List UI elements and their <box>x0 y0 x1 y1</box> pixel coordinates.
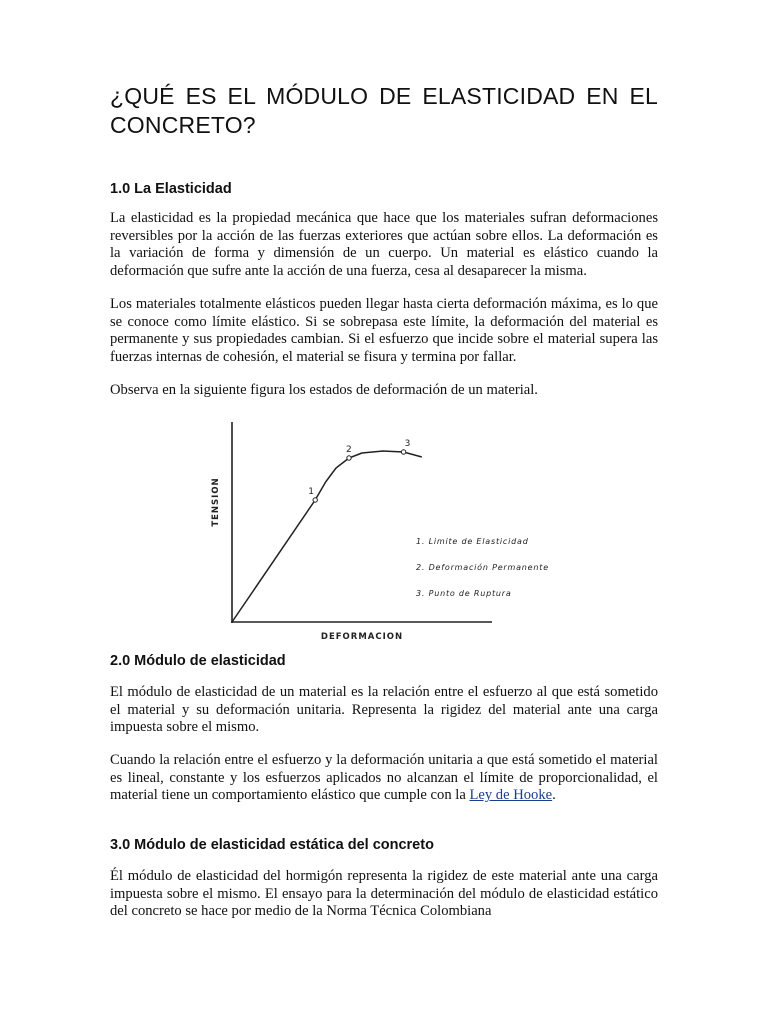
x-axis-label: DEFORMACION <box>320 632 404 642</box>
paragraph-hooke <box>110 752 658 805</box>
paragraph-hooke-end: . <box>552 787 556 804</box>
series-line-stress-strain <box>232 451 422 622</box>
paragraph-hooke-text: Cuando la relación entre el esfuerzo y la deformación unitaria a que está sometido el material es lineal, constante y los esfuerzos aplicados no alcanzan el límite de proporcionalidad, el material tiene un comportamiento elástico que cumple con la <box>110 752 658 804</box>
y-axis-label: TENSION <box>211 477 221 527</box>
ley-de-hooke-link[interactable]: Ley de Hooke <box>469 787 553 804</box>
paragraph-limite-elastico: Los materiales totalmente elásticos pueden llegar hasta cierta deformación máxima, es lo que se conoce como límite elástico. Si se sobrepasa este límite, la deformación del material es permanente y sus propiedades cambian. Si el esfuerzo que incide sobre el material supera las fuerzas internas de cohesión, el material se fisura y termina por fallar. <box>110 296 658 365</box>
paragraph-modulo-definition: El módulo de elasticidad de un material es la relación entre el esfuerzo al que está sometido el material y su deformación unitaria. Representa la rigidez del material ante una carga impuesta sobre el mismo. <box>110 684 658 736</box>
paragraph-modulo-estatico: Él módulo de elasticidad del hormigón representa la rigidez de este material ante una carga impuesta sobre el mismo. El ensayo para la determinación del módulo de elasticidad estático del concreto se hace por medio de la Norma Técnica Colombiana <box>110 868 658 920</box>
legend-entry-2: 2. Deformación Permanente <box>416 563 549 572</box>
data-point-label-1: 1 <box>308 487 314 497</box>
section-heading-modulo-estatico: 3.0 Módulo de elasticidad estática del concreto <box>110 837 434 853</box>
data-point-3 <box>401 450 405 454</box>
paragraph-figure-intro: Observa en la siguiente figura los estados de deformación de un material. <box>110 382 538 398</box>
data-point-2 <box>347 456 351 460</box>
data-point-label-2: 2 <box>346 445 352 455</box>
data-point-1 <box>313 498 317 502</box>
legend-entry-3: 3. Punto de Ruptura <box>416 589 512 598</box>
stress-strain-figure <box>202 412 602 648</box>
page-title: ¿QUÉ ES EL MÓDULO DE ELASTICIDAD EN EL CONCRETO? <box>110 83 658 138</box>
stress-strain-chart <box>202 412 602 648</box>
data-point-label-3: 3 <box>404 439 411 449</box>
section-heading-elasticidad: 1.0 La Elasticidad <box>110 181 232 197</box>
paragraph-elasticidad-definition: La elasticidad es la propiedad mecánica que hace que los materiales sufran deformaciones reversibles por la acción de las fuerzas exteriores que actúan sobre ellos. La deformación es la variación de forma y dimensión de un cuerpo. Un material es elástico cuando la deformación que sufre ante la acción de una fuerza, cesa al desaparecer la misma. <box>110 210 658 279</box>
section-heading-modulo: 2.0 Módulo de elasticidad <box>110 653 286 669</box>
legend-entry-1: 1. Limite de Elasticidad <box>416 537 529 546</box>
